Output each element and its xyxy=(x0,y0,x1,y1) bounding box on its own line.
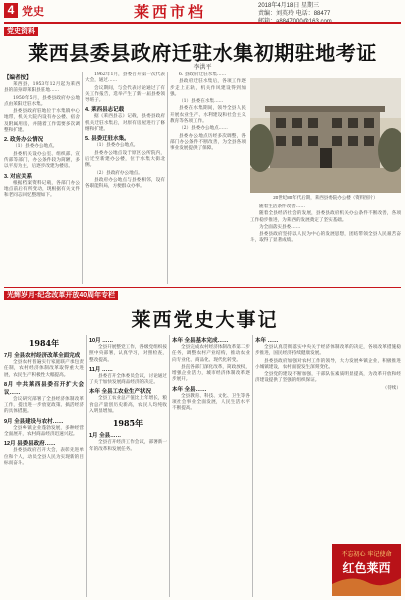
promo-line-1: 不忘初心 牢记使命 xyxy=(341,551,392,558)
headquarters-photo xyxy=(250,78,401,193)
photo-caption: 20世纪80年代后期，莱西县委院办公楼（资料图片） xyxy=(273,195,378,200)
story2-column-4: 本年 …… 全县认真贯彻落实中央关于经济体制改革的决定，各项改革措施稳步推进，国民经济持续健康发展。 县委县政府加强对农村工作的领导，大力发展乡镇企业，积极推进小城镇建设，农村面貌发生深刻变化。 全县党的建设不断加强，干部队伍素质明显提高，为改革开放和经济建设提供了坚强的组织保证。 （待续） xyxy=(255,338,401,391)
section-name: 党史 xyxy=(22,6,44,18)
section-divider xyxy=(4,287,401,288)
story1-column-3: 6. 县政府迁驻水集…… 县政府迁驻水集后，各项工作逐步走上正轨，机关作风建设得到加强。 （1）县委在水集…… 县委在水集期间，领导全县人民开展农业生产、水利建设和社会主义教育等各项工作。 （2）县委办公地点…… 县委办公地点历经多次调整，各部门办公条件不断改善，为全县各项事业发展提供了保障。 xyxy=(170,72,246,152)
continued-note: （待续） xyxy=(382,385,401,391)
page-number: 4 xyxy=(4,3,18,18)
masthead: 莱西市档 xyxy=(134,3,207,21)
story2-headline: 莱西党史大事记 xyxy=(131,309,279,331)
year-heading-1985: 1985年 xyxy=(112,418,144,429)
year-heading-1984: 1984年 xyxy=(28,338,60,348)
story1-column-1: 【编者按】 莱西县，1953年12月起为莱西县的前身即莱阳县驻地…… 1950年5月，县委县政府办公地点由莱阳迁驻水集。 县委县政府驻地位于水集镇中心地带，机关大院内设有办公楼、宿舍及附属用房，并随着工作需要多次调整和扩建。 2. 政务办公情况 （1）县委办公地点。 县委机关设办公室、组织部、宣传部等部门，办公条件较为简陋，多以平房为主，后逐步改建为楼房。 3. 对应关系 根据档案资料记载，各部门办公地点前后有所变动，现根据有关文件和老同志回忆整理如下。 xyxy=(4,75,80,199)
page-header xyxy=(0,0,405,22)
header-rule xyxy=(4,22,401,24)
story2-kicker: 光辉岁月·纪念改革开放40周年专栏 xyxy=(4,291,118,300)
issue-editor: 责编：刘英玲 电话：88477 xyxy=(258,11,331,17)
story2-column-3: 本年 全县基本完成…… 全县完成农村经济体制改革第二步任务，调整农村产业结构，推动农业向专业化、商品化、现代化转变。 县直各部门深化改革，简政放权，增强企业活力，城市经济体制改革逐步展开。 本年 全县…… 全县教育、科技、文化、卫生等各项社会事业全面发展，人民生活水平不断提高。 xyxy=(172,338,250,412)
story1-byline: 李洪平 xyxy=(193,65,212,71)
story1-column-4: 随着生活条件改善…… 随着全县经济社会的发展，县委县政府机关办公条件不断改善，各项工作稳步推进，为莱西的发展奠定了坚实基础。 为全面落实县委…… 县委县政府坚持以人民为中心的发展思想，团结带领全县人民艰苦奋斗，取得了显著成绩。 xyxy=(250,204,401,244)
promo-banner xyxy=(332,544,401,596)
promo-line-2: 红色莱西 xyxy=(342,561,391,575)
story1-column-2: 1962年1月，县委召开第一次代表大会，通过…… 会议期间，与会代表讨论通过了有关工作报告，选举产生了新一届县委领导班子。 4. 莱西县志记载 据《莱西县志》记载，县委县政府机关迁驻水集后，对原有房屋进行了修缮和扩建。 5. 县委迁驻水集。 （1）县委办公地点。 县委办公地点设于原区公所院内，后迁至新建办公楼，位于水集大街北侧。 （2）县政府办公地点。 县政府办公地点与县委相邻，设有各职能科局，方便群众办事。 xyxy=(85,72,165,190)
issue-date: 2018年4月18日 星期三 xyxy=(258,3,320,9)
story2-column-2: 10月 …… 全县开展整党工作，各级党组织按照中央部署，认真学习，对照检查，整改提高。 11月 …… 县委召开全体委员会议，讨论通过了关于加快发展商品经济的决定。 本年 全县工农业生产状况 全县工农业总产值比上年增长，粮食总产量创历史新高，农民人均纯收入明显增加。 1985年 1月 全县…… 全县召开经济工作会议，部署新一年的改革和发展任务。 xyxy=(89,338,167,452)
story1-headline: 莱西县委县政府迁驻水集初期驻地考证 xyxy=(28,41,377,65)
story1-kicker: 党史资料 xyxy=(4,27,38,36)
story2-column-1: 1984年 7月 全县农村经济改革全面完成 全县农村普遍实行家庭联产承包责任制，农村经济体制改革取得重大进展，农民生产积极性大幅提高。 8月 中共莱西县委召开扩大会议…… 会议研究部署了全县经济体制改革工作，提出进一步放宽政策、搞活经济的具体措施。 9月 全县建设与农村…… 全县乡镇企业蓬勃发展，多种经营全面展开，农村商品经济迅速兴起。 12月 县委县政府…… 县委县政府召开大会，表彰先进单位和个人，动员全县人民为实现新的目标而奋斗。 xyxy=(4,338,84,466)
